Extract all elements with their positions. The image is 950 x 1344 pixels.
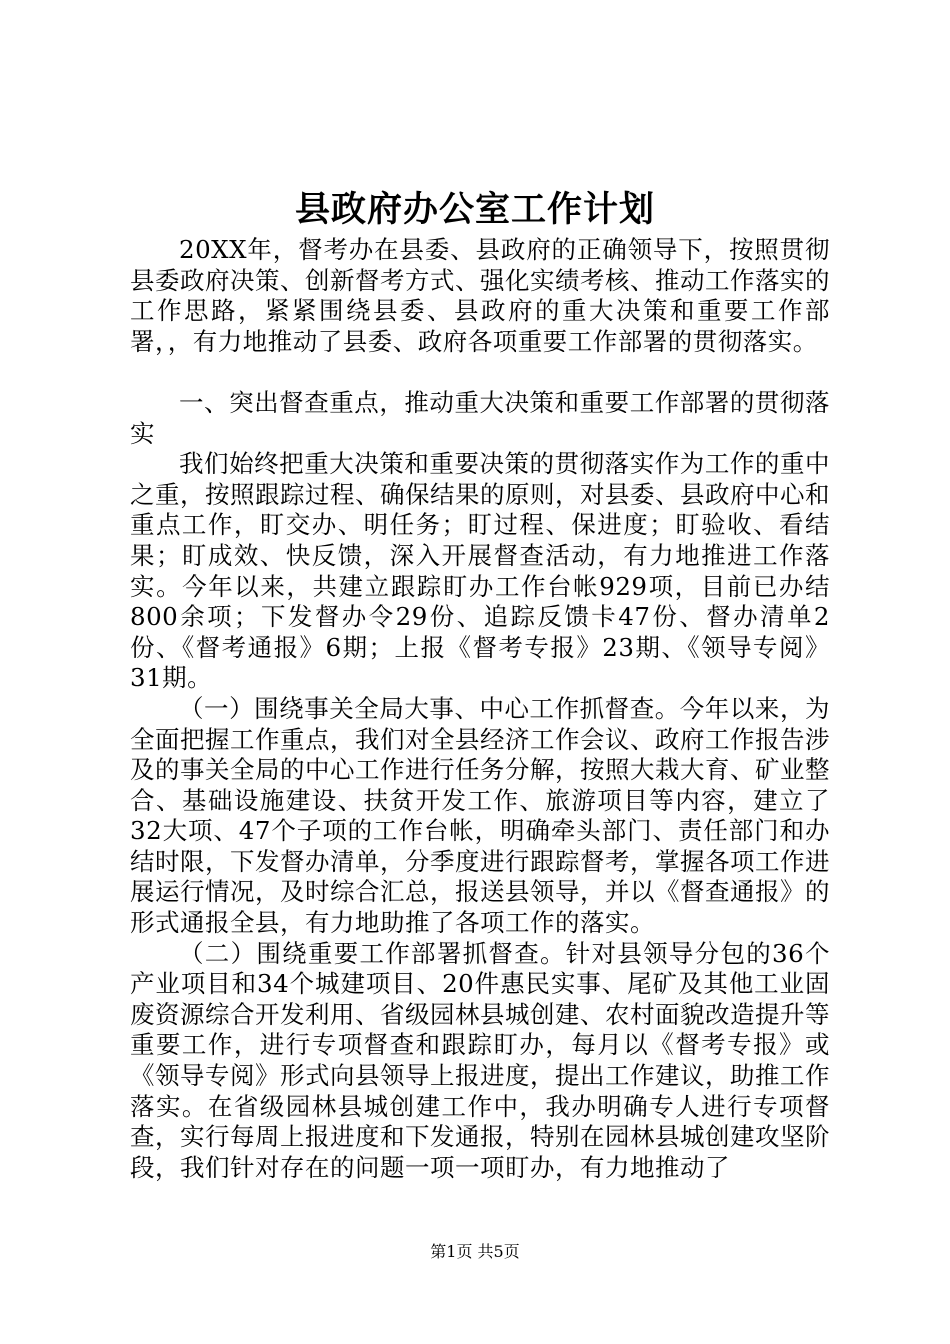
section-heading-1: 一、突出督查重点，推动重大决策和重要工作部署的贯彻落实 [130, 387, 830, 448]
document-body [130, 235, 830, 1183]
document-title: 县政府办公室工作计划 [294, 189, 655, 230]
paragraph-section-1: 我们始终把重大决策和重要决策的贯彻落实作为工作的重中之重，按照跟踪过程、确保结果的原则，对县委、县政府中心和重点工作，盯交办、明任务；盯过程、保进度；盯验收、看结果；盯成效、快反馈，深入开展督查活动，有力地推进工作落实。今年以来，共建立跟踪盯办工作台帐929项，目前已办结800余项；下发督办令29份、追踪反馈卡47份、督办清单2份、《督考通报》6期；上报《督考专报》23期、《领导专阅》31期。 [130, 449, 830, 693]
paragraph-item-2: （二）围绕重要工作部署抓督查。针对县领导分包的36个产业项目和34个城建项目、20件惠民实事、尾矿及其他工业固废资源综合开发利用、省级园林县城创建、农村面貌改造提升等重要工作，进行专项督查和跟踪盯办，每月以《督考专报》或《领导专阅》形式向县领导上报进度，提出工作建议，助推工作落实。在省级园林县城创建工作中，我办明确专人进行专项督查，实行每周上报进度和下发通报，特别在园林县城创建攻坚阶段，我们针对存在的问题一项一项盯办，有力地推动了 [130, 938, 830, 1182]
paragraph-intro: 20XX年，督考办在县委、县政府的正确领导下，按照贯彻县委政府决策、创新督考方式、强化实绩考核、推动工作落实的工作思路，紧紧围绕县委、县政府的重大决策和重要工作部署，，有力地推动了县委、政府各项重要工作部署的贯彻落实。 [130, 235, 830, 356]
paragraph-item-1: （一）围绕事关全局大事、中心工作抓督查。今年以来，为全面把握工作重点，我们对全县经济工作会议、政府工作报告涉及的事关全局的中心工作进行任务分解，按照大栽大育、矿业整合、基础设施建设、扶贫开发工作、旅游项目等内容，建立了32大项、47个子项的工作台帐，明确牵头部门、责任部门和办结时限，下发督办清单，分季度进行跟踪督考，掌握各项工作进展运行情况，及时综合汇总，报送县领导，并以《督查通报》的形式通报全县，有力地助推了各项工作的落实。 [130, 693, 830, 938]
page-footer: 第1页 共5页 [430, 1242, 520, 1261]
